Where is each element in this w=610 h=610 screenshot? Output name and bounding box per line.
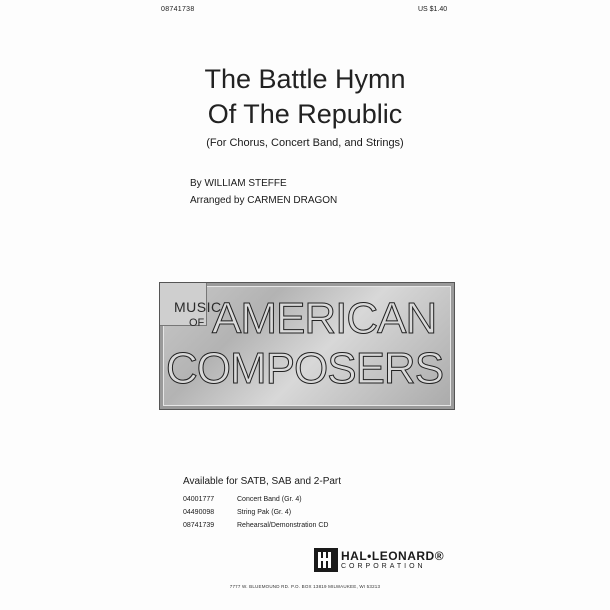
item-description: Concert Band (Gr. 4) (237, 496, 302, 503)
catalog-number: 08741738 (161, 6, 195, 13)
series-logo-music: MUSIC (174, 299, 222, 315)
item-description: Rehearsal/Demonstration CD (237, 522, 329, 529)
subtitle: (For Chorus, Concert Band, and Strings) (206, 137, 404, 149)
item-description: String Pak (Gr. 4) (237, 509, 292, 516)
item-code: 04490098 (183, 509, 215, 516)
arranger-credit: Arranged by CARMEN DRAGON (190, 195, 338, 206)
list-item (183, 496, 443, 508)
item-list (183, 496, 443, 535)
list-item (183, 522, 443, 534)
series-logo-composers: COMPOSERS (166, 344, 444, 393)
series-logo-of: OF (189, 317, 205, 329)
list-item (183, 509, 443, 521)
series-logo-american: AMERICAN (212, 294, 437, 343)
publisher-logo (314, 548, 445, 580)
item-code: 08741739 (183, 522, 215, 529)
publisher-address: 7777 W. BLUEMOUND RD. P.O. BOX 13819 MILWAUKEE, WI 53213 (229, 584, 381, 589)
series-logo (159, 282, 455, 410)
item-code: 04001777 (183, 496, 215, 503)
publisher-name: HAL•LEONARD® (341, 549, 445, 563)
publisher-corporation: CORPORATION (341, 563, 426, 570)
title-line-2: Of The Republic (207, 99, 403, 129)
price-label: US $1.40 (418, 6, 448, 13)
publisher-mark-icon (314, 548, 338, 572)
composer-credit: By WILLIAM STEFFE (190, 178, 287, 189)
availability-text: Available for SATB, SAB and 2-Part (183, 476, 342, 487)
title-line-1: The Battle Hymn (204, 64, 406, 94)
